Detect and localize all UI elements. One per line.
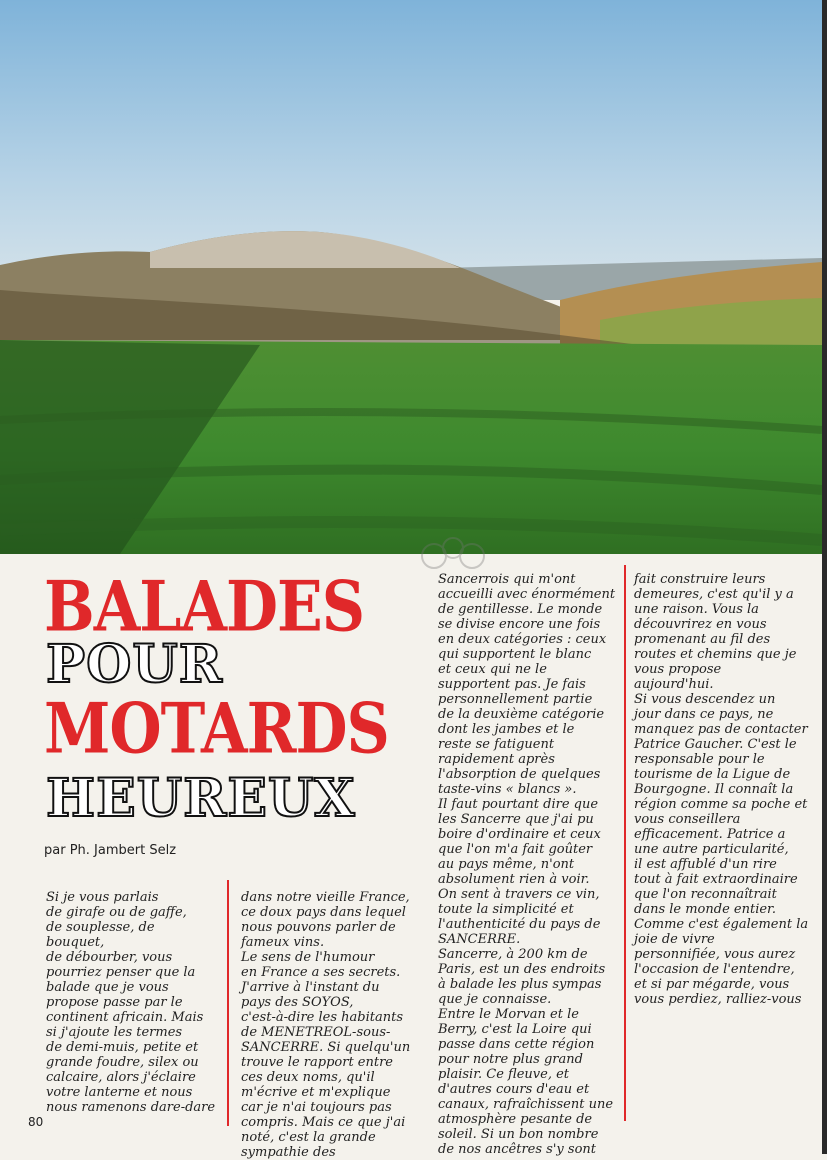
column-divider-2 [624, 565, 626, 1121]
column-1-text: Si je vous parlais de girafe ou de gaffe, de souplesse, de bouquet, de débourber, vous pourriez penser que la balade que je vous propose passe par le continent africain. Mais si j'ajoute les termes de demi-muis, petite et grande foudre, silex ou calcaire, alors j'éclaire votre lanterne et nous nous ramenons dare-dare [46, 890, 216, 1115]
title-line-balades: BALADES [44, 567, 365, 648]
column-divider-1 [227, 880, 229, 1126]
text-column-2 [241, 890, 421, 1160]
sancerre-hill-photo [0, 0, 822, 554]
column-3-text: Sancerrois qui m'ont accueilli avec énormément de gentillesse. Le monde se divise encore une fois en deux catégories : ceux qui supportent le blanc et ceux qui ne le supportent pas. Je fais personnellement partie de la deuxième catégorie dont les jambes et le reste se fatiguent rapidement après l'absorption de quelques taste-vins « blancs ». Il faut pourtant dire que les Sancerre que j'ai pu boire d'ordinaire et ceux que l'on m'a fait goûter au pays même, n'ont absolument rien à voir. On sent à travers ce vin, toute la simplicité et l'authenticité du pays de SANCERRE. Sancerre, à 200 km de Paris, est un des endroits à balade les plus sympas que je connaisse. Entre le Morvan et le Berry, c'est la Loire qui passe dans cette région pour notre plus grand plaisir. Ce fleuve, et d'autres cours d'eau et canaux, rafraîchissent une atmosphère pesante de soleil. Si un bon nombre de nos ancêtres s'y sont [438, 572, 616, 1157]
title-line-motards: MOTARDS [44, 689, 389, 770]
title-line-pour: POUR [46, 634, 223, 695]
text-column-1 [46, 890, 216, 1115]
landscape-photo [0, 0, 822, 554]
text-column-3 [438, 572, 618, 1157]
page-binding-edge [822, 0, 827, 1154]
author-byline: par Ph. Jambert Selz [44, 843, 177, 858]
page-number: 80 [28, 1115, 44, 1129]
text-column-4 [634, 572, 809, 1007]
column-2-text: dans notre vieille France, ce doux pays dans lequel nous pouvons parler de fameux vins. Le sens de l'humour en France a ses secrets. J'arrive à l'instant du pays des SOYOS, c'est-à-dire les habitants de MENETREOL-sous- SANCERRE. Si quelqu'un trouve le rapport entre ces deux noms, qu'il m'écrive et m'explique car je n'ai toujours pas compris. Mais ce que j'ai noté, c'est la grande sympathie des [241, 890, 411, 1160]
column-4-text: fait construire leurs demeures, c'est qu'il y a une raison. Vous la découvrirez en vous promenant au fil des routes et chemins que je vous propose aujourd'hui. Si vous descendez un jour dans ce pays, ne manquez pas de contacter Patrice Gaucher. C'est le responsable pour le tourisme de la Ligue de Bourgogne. Il connaît la région comme sa poche et vous conseillera efficacement. Patrice a une autre particularité, il est affublé d'un rire tout à fait extraordinaire que l'on reconnaîtrait dans le monde entier. Comme c'est également la joie de vivre personnifiée, vous aurez l'occasion de l'entendre, et si par mégarde, vous vous perdiez, ralliez-vous [634, 572, 809, 1007]
title-line-heureux: HEUREUX [46, 768, 356, 829]
